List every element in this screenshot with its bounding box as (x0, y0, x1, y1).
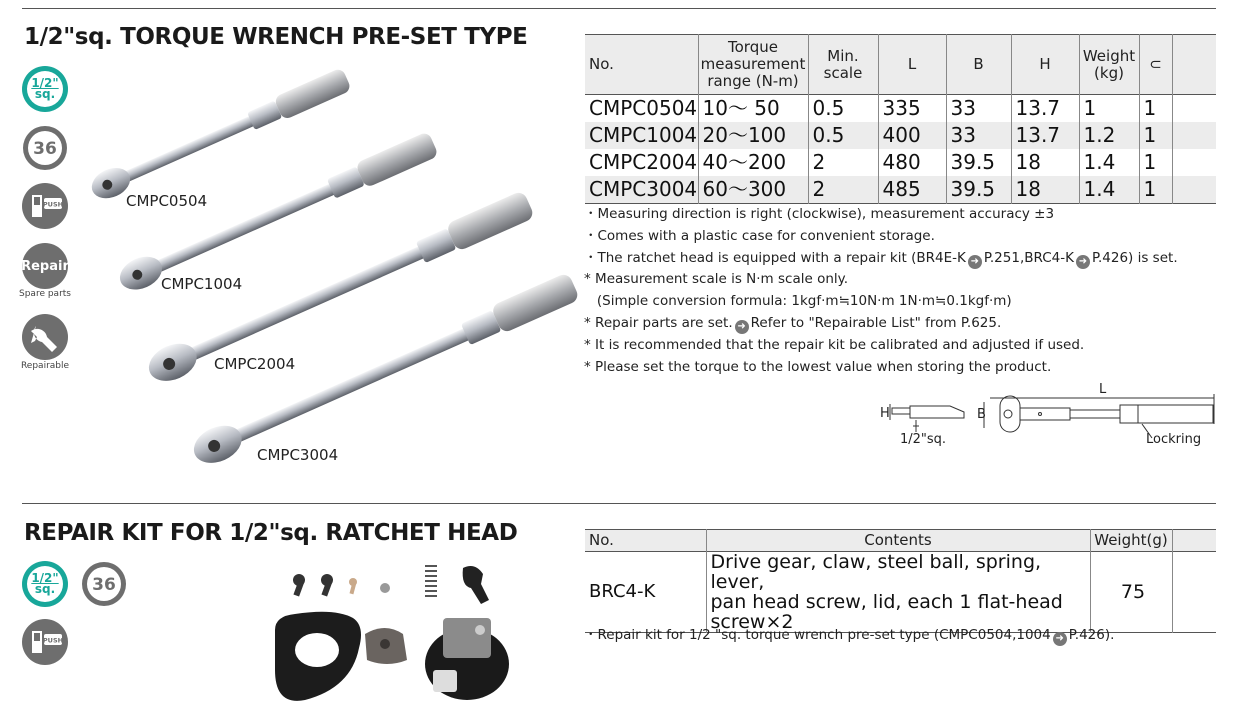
spec-notes (584, 204, 1178, 378)
repair-kit-table (585, 529, 1216, 633)
cell-range: 40～200 (698, 149, 808, 176)
header-no: No. (585, 530, 706, 552)
cell-l: 480 (878, 149, 946, 176)
cell-min: 0.5 (808, 122, 878, 149)
middle-rule (22, 503, 1216, 504)
cell-no: CMPC0504 (589, 96, 698, 120)
section1-title: 1/2"sq. TORQUE WRENCH PRE-SET TYPE (24, 24, 528, 50)
cell-b: 39.5 (946, 176, 1011, 204)
cell-b: 33 (946, 95, 1011, 123)
arrow-right-icon: ➜ (1053, 632, 1067, 646)
cell-blank (1172, 95, 1216, 123)
diagram-label-h: H (880, 406, 890, 421)
cell-range: 10～ 50 (698, 95, 808, 123)
push-icon-label: PUSH (42, 200, 64, 209)
header-weight: Weight(g) (1090, 530, 1172, 552)
gear-36-label: 36 (92, 575, 116, 595)
gear-36-icon (22, 125, 68, 171)
diagram-label-sq: 1/2"sq. (900, 432, 947, 447)
cell-min: 0.5 (808, 95, 878, 123)
repair-icon: Repair (22, 243, 68, 289)
diagram-label-b: B (977, 407, 986, 422)
header-h: H (1011, 35, 1079, 95)
repair-kit-note: ・Repair kit for 1/2 "sq. torque wrench pre-set type (CMPC0504,1004 ➜ P.426). (584, 627, 1115, 644)
cell-l: 335 (878, 95, 946, 123)
cell-l: 485 (878, 176, 946, 204)
cell-h: 18 (1011, 149, 1079, 176)
cell-weight: 1.4 (1079, 176, 1139, 204)
cell-qty: 1 (1139, 176, 1172, 204)
cell-h: 13.7 (1011, 122, 1079, 149)
header-b: B (946, 35, 1011, 95)
header-blank (1172, 35, 1216, 95)
cell-range: 60～300 (698, 176, 808, 204)
note-storage: * Please set the torque to the lowest value when storing the product. (584, 358, 1052, 375)
repairable-caption: Repairable (20, 361, 70, 371)
header-min-scale: Min. scale (808, 35, 878, 95)
note-case: ・Comes with a plastic case for convenient storage. (584, 227, 935, 244)
top-rule (22, 8, 1216, 9)
header-weight: Weight (kg) (1079, 35, 1139, 95)
cell-no: CMPC2004 (589, 150, 698, 174)
header-blank (1172, 530, 1216, 552)
push-icon-label: PUSH (42, 636, 64, 645)
cell-b: 39.5 (946, 149, 1011, 176)
wrench-label-cmpc2004: CMPC2004 (214, 355, 296, 373)
cell-qty: 1 (1139, 149, 1172, 176)
note-direction: ・Measuring direction is right (clockwise), measurement accuracy ±3 (584, 206, 1055, 222)
push-icon (22, 619, 68, 665)
header-no: No. (585, 35, 698, 95)
note-repair-parts: * Repair parts are set. ➜ Refer to "Repairable List" from P.625. (584, 314, 1002, 332)
half-inch-sq-icon: 1/2" sq. (22, 66, 68, 112)
arrow-right-icon: ➜ (1076, 255, 1090, 269)
half-inch-sq-icon: 1/2" sq. (22, 561, 68, 607)
table-row (585, 552, 1216, 633)
wrench-cmpc0504 (87, 65, 352, 204)
repairable-icon (22, 314, 68, 360)
cell-h: 13.7 (1011, 95, 1079, 123)
header-l: L (878, 35, 946, 95)
cell-no: BRC4-K (589, 581, 656, 602)
note-conversion: (Simple conversion formula: 1kgf·m≒10N·m 1N·m≒0.1kgf·m) (584, 293, 1012, 310)
arrow-right-icon: ➜ (735, 320, 749, 334)
cell-weight: 1.2 (1079, 122, 1139, 149)
header-contents: Contents (706, 530, 1090, 552)
diagram-label-lockring: Lockring (1146, 432, 1202, 447)
cell-contents: Drive gear, claw, steel ball, spring, lever, pan head screw, lid, each 1 flat-head screw×2 (706, 552, 1090, 633)
cell-blank (1172, 149, 1216, 176)
cell-weight: 1.4 (1079, 149, 1139, 176)
note-calibrate: * It is recommended that the repair kit be calibrated and adjusted if used. (584, 336, 1085, 353)
cell-qty: 1 (1139, 95, 1172, 123)
cell-blank (1172, 552, 1216, 633)
diagram-label-l: L (1099, 382, 1107, 397)
push-icon (22, 183, 68, 229)
cell-l: 400 (878, 122, 946, 149)
cell-blank (1172, 122, 1216, 149)
table-row (585, 95, 1216, 123)
wrench-illustration (70, 60, 590, 480)
section2-title: REPAIR KIT FOR 1/2"sq. RATCHET HEAD (24, 520, 518, 546)
cell-min: 2 (808, 149, 878, 176)
cell-weight: 1 (1079, 95, 1139, 123)
cell-weight: 75 (1090, 552, 1172, 633)
gear-36-label: 36 (33, 139, 57, 159)
repair-kit-illustration (265, 560, 525, 710)
gear-36-icon (81, 561, 127, 607)
table-row (585, 149, 1216, 176)
cell-b: 33 (946, 122, 1011, 149)
wrench-label-cmpc3004: CMPC3004 (257, 446, 339, 464)
spare-parts-caption: Spare parts (19, 289, 71, 299)
note-ratchet: ・The ratchet head is equipped with a repair kit (BR4E-K ➜ P.251,BRC4-K ➜ P.426) is set. (584, 249, 1178, 267)
wrench-label-cmpc1004: CMPC1004 (161, 275, 243, 293)
cell-blank (1172, 176, 1216, 204)
spec-table (585, 34, 1216, 204)
cell-min: 2 (808, 176, 878, 204)
cell-no: CMPC3004 (585, 176, 698, 204)
cell-h: 18 (1011, 176, 1079, 204)
header-qty: ⊂ (1139, 35, 1172, 95)
table-row (585, 122, 1216, 149)
cell-qty: 1 (1139, 122, 1172, 149)
header-torque: Torque measurement range (N-m) (698, 35, 808, 95)
note-scale: * Measurement scale is N·m scale only. (584, 271, 848, 288)
wrench-label-cmpc0504: CMPC0504 (126, 192, 208, 210)
arrow-right-icon: ➜ (968, 255, 982, 269)
cell-range: 20～100 (698, 122, 808, 149)
table-row (585, 176, 1216, 204)
cell-no: CMPC1004 (585, 122, 698, 149)
